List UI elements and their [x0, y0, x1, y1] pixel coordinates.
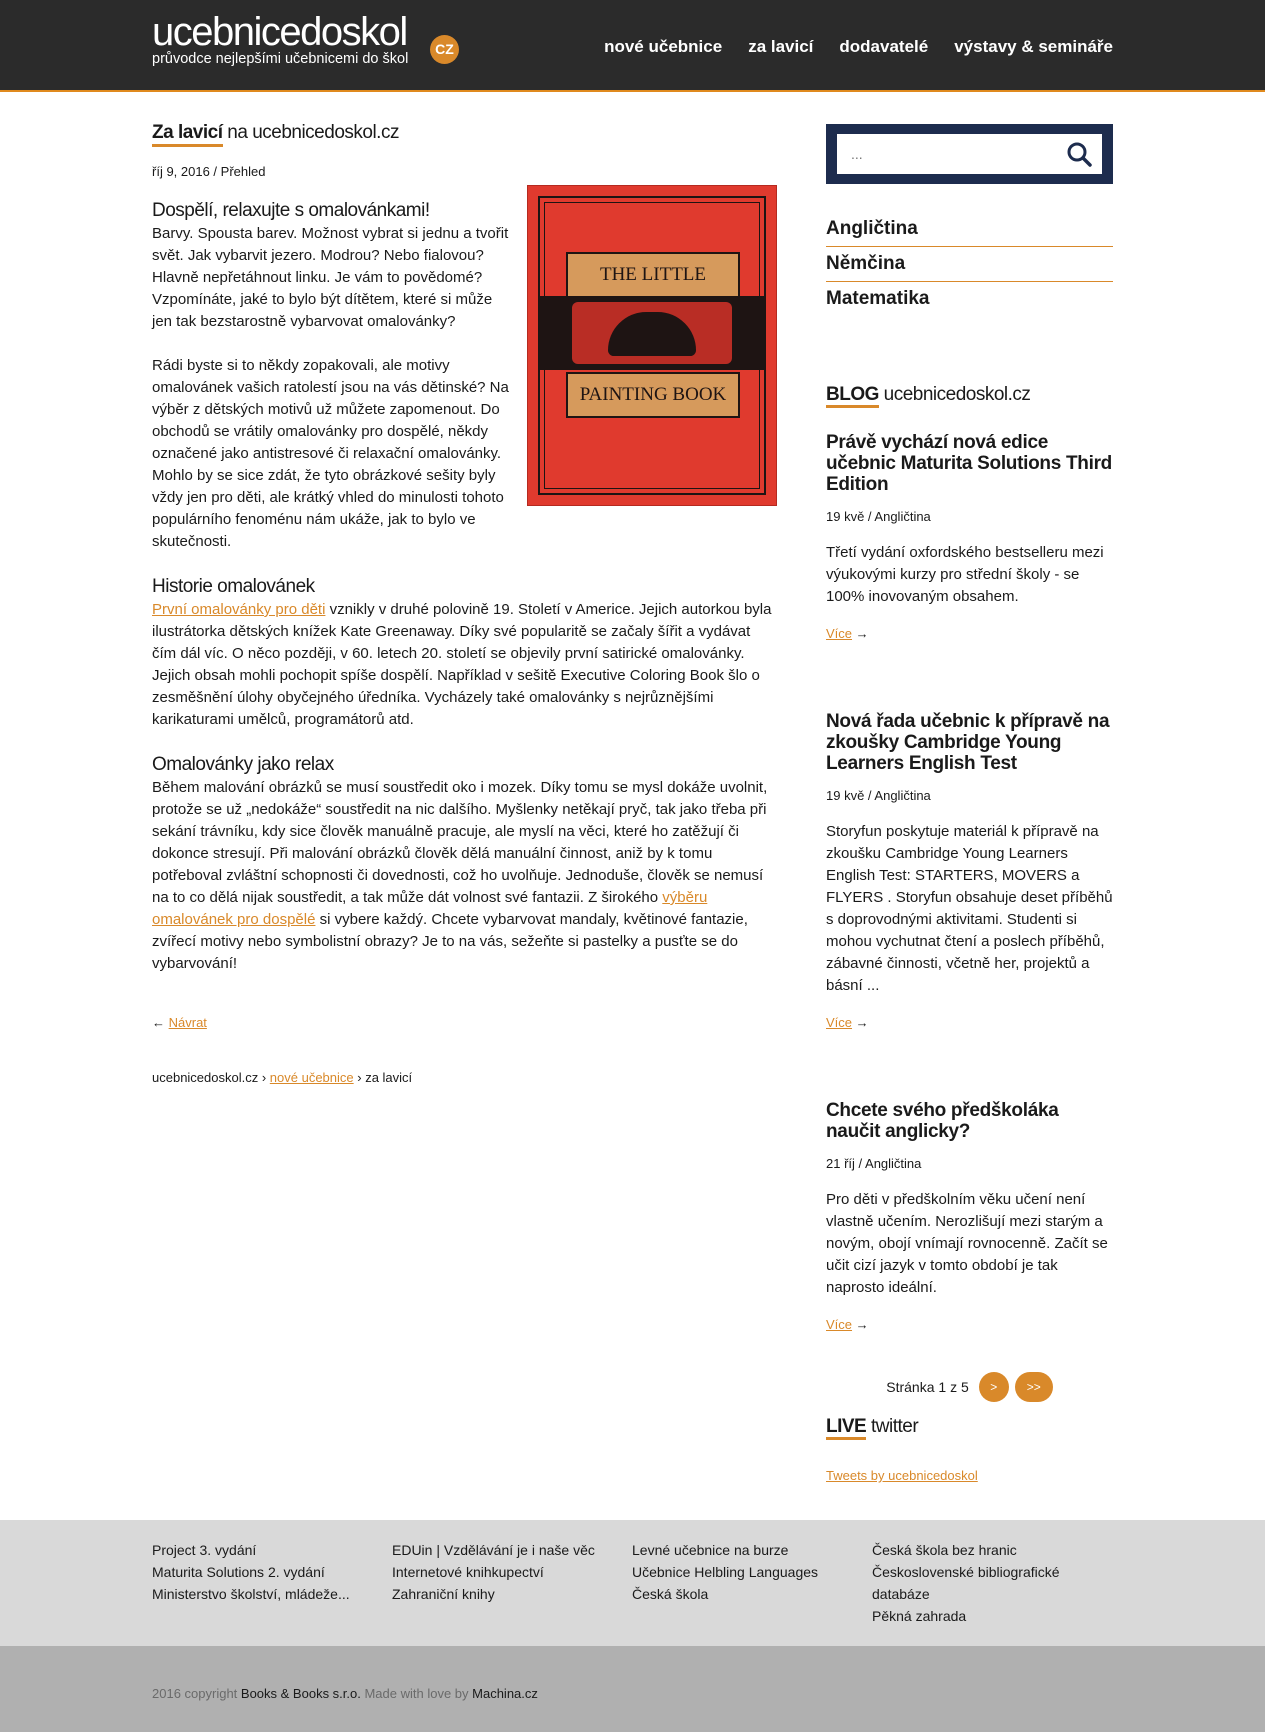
footer-link[interactable]: Maturita Solutions 2. vydání — [152, 1564, 325, 1580]
read-more-link[interactable]: Více — [826, 626, 853, 641]
post-more — [826, 626, 1113, 641]
post-title[interactable]: Chcete svého předškoláka naučit anglicky? — [826, 1100, 1059, 1142]
blog-post — [826, 432, 1113, 641]
nav-item-dodavatele[interactable]: dodavatelé — [839, 37, 929, 56]
post-excerpt: Třetí vydání oxfordského bestselleru mezi výukovými kurzy pro střední školy - se 100% inovovaným obsahem. — [826, 544, 1104, 605]
blog-post — [826, 1100, 1113, 1332]
page-title-rest: na ucebnicedoskol.cz — [222, 122, 399, 143]
cover-title-top: THE LITTLE — [566, 252, 740, 298]
search-icon[interactable] — [1066, 141, 1092, 167]
sidebar — [826, 124, 1113, 1483]
next-page-button[interactable]: > — [979, 1372, 1009, 1402]
blog-post — [826, 711, 1113, 1030]
read-more-link[interactable]: Více — [826, 1317, 853, 1332]
blog-heading — [826, 384, 1113, 406]
arrow-right-icon: → — [852, 1317, 869, 1332]
search-input[interactable] — [837, 134, 1047, 174]
post-meta: 21 říj / Angličtina — [826, 1156, 922, 1171]
site-header — [0, 0, 1265, 92]
main-content — [152, 122, 777, 1085]
article-meta: říj 9, 2016 / Přehled — [152, 164, 266, 179]
footer-link[interactable]: Ministerstvo školství, mládeže... — [152, 1586, 350, 1602]
post-meta: 19 kvě / Angličtina — [826, 509, 931, 524]
arrow-right-icon: → — [852, 1015, 869, 1030]
read-more-link[interactable]: Více — [826, 1015, 853, 1030]
post-more — [826, 1015, 1113, 1030]
search-box — [826, 124, 1113, 184]
site-logo[interactable] — [152, 12, 408, 66]
search-field-wrap — [837, 134, 1102, 174]
paragraph: Barvy. Spousta barev. Možnost vybrat si jednu a tvořit svět. Jak vybarvit jezero. Modrou? Nebo fialovou? Hlavně nepřetáhnout linku. Je vám to povědomé? Vzpomínáte, jaké to bylo být dítětem, které si může jen tak bezstarostně vybarvovat omalovánky? — [152, 225, 509, 330]
footer-column-3 — [632, 1539, 852, 1605]
page-title — [152, 122, 777, 144]
pagination-label: Stránka 1 z 5 — [886, 1379, 969, 1395]
page-title-highlight: Za lavicí — [152, 122, 223, 147]
footer-bottom — [0, 1646, 1265, 1732]
footer-links — [0, 1520, 1265, 1646]
section-title: Omalovánky jako relax — [152, 754, 334, 775]
paragraph — [152, 599, 777, 731]
breadcrumb-separator: › — [258, 1070, 270, 1085]
breadcrumb-link[interactable]: nové učebnice — [269, 1070, 354, 1085]
footer-link[interactable]: Project 3. vydání — [152, 1542, 257, 1558]
footer-link[interactable]: Učebnice Helbling Languages — [632, 1564, 819, 1580]
logo-name[interactable]: ucebnicedoskol — [152, 10, 407, 54]
subject-anglictina[interactable]: Angličtina — [826, 212, 1113, 247]
paragraph: Rádi byste si to někdy zopakovali, ale motivy omalovánek vašich ratolestí jsou na vás dětinské? Na výběr z dětských motivů už můžete zapomenout. Do obchodů se vrátily omalovánky pro dospělé, někdy označené jako antistresové či relaxační omalovánky. Mohlo by se sice zdát, že tyto obrázkové sešity byly vždy jen pro děti, ale krátký vhled do minulosti tohoto populárního fenoménu nám ukáže, jak to bylo ve skutečnosti. — [152, 357, 509, 550]
live-heading-highlight: LIVE — [826, 1416, 866, 1440]
paragraph — [152, 777, 777, 975]
nav-item-za-lavici[interactable]: za lavicí — [748, 37, 814, 56]
copyright-prefix: 2016 copyright — [152, 1686, 241, 1701]
footer-column-4 — [872, 1539, 1072, 1627]
cover-title-bottom: PAINTING BOOK — [566, 372, 740, 418]
post-title[interactable]: Nová řada učebnic k přípravě na zkoušky Cambridge Young Learners English Test — [826, 711, 1110, 774]
back-nav — [152, 1015, 777, 1030]
footer-link[interactable]: EDUin | Vzdělávání je i naše věc — [392, 1542, 595, 1558]
section-title: Dospělí, relaxujte s omalovánkami! — [152, 200, 430, 221]
tweets-link[interactable]: Tweets by ucebnicedoskol — [826, 1468, 978, 1483]
last-page-button[interactable]: >> — [1015, 1372, 1053, 1402]
arrow-right-icon: → — [852, 626, 869, 641]
subject-matematika[interactable]: Matematika — [826, 288, 930, 309]
copyright-maker[interactable]: Machina.cz — [472, 1686, 538, 1701]
footer-link[interactable]: Česká škola bez hranic — [872, 1542, 1017, 1558]
section-title: Historie omalovánek — [152, 576, 315, 597]
blog-heading-rest: ucebnicedoskol.cz — [878, 384, 1031, 405]
main-nav — [604, 37, 1113, 57]
back-arrow-icon: ← — [152, 1015, 169, 1030]
footer-column-2 — [392, 1539, 612, 1605]
copyright-company[interactable]: Books & Books s.r.o. — [240, 1686, 361, 1701]
footer-link[interactable]: Česká škola — [632, 1586, 709, 1602]
nav-item-nove-ucebnice[interactable]: nové učebnice — [604, 37, 723, 56]
twitter-widget — [826, 1468, 1113, 1483]
post-excerpt: Storyfun poskytuje materiál k přípravě na zkoušku Cambridge Young Learners English Test: STARTERS, MOVERS a FLYERS . Storyfun obsahuje deset příběhů s doprovodnými aktivitami. Studenti si mohou vychutnat čtení a poslech příběhů, zábavné činnosti, včetně her, projektů a básní ... — [826, 823, 1113, 994]
post-excerpt: Pro děti v předškolním věku učení není vlastně učením. Nerozlišují mezi starým a novým, obojí vnímají rovnocenně. Začít se učit cizí jazyk v tomto období je tak naprosto ideální. — [826, 1191, 1108, 1296]
post-title[interactable]: Právě vychází nová edice učebnic Maturita Solutions Third Edition — [826, 432, 1112, 495]
live-heading — [826, 1416, 1113, 1438]
footer-column-1 — [152, 1539, 372, 1605]
footer-link[interactable]: Československé bibliografické databáze — [872, 1564, 1060, 1602]
copyright — [152, 1686, 538, 1701]
article-body — [152, 199, 777, 975]
post-meta: 19 kvě / Angličtina — [826, 788, 931, 803]
live-heading-rest: twitter — [866, 1416, 919, 1437]
subject-nemcina[interactable]: Němčina — [826, 247, 1113, 282]
breadcrumb-current: za lavicí — [365, 1070, 413, 1085]
footer-link[interactable]: Zahraniční knihy — [392, 1586, 495, 1602]
logo-tagline: průvodce nejlepšími učebnicemi do škol — [152, 51, 409, 67]
book-cover-image — [527, 185, 777, 506]
link-vyber-omalovanek[interactable]: výběru omalovánek pro dospělé — [152, 889, 708, 928]
back-link[interactable]: Návrat — [168, 1015, 207, 1030]
paragraph-text: Během malování obrázků se musí soustředit oko i mozek. Díky tomu se mysl dokáže uvolnit, protože se už „nedokáže“ soustředit na nic dalšího. Myšlenky netěkají pryč, tak jako třeba při sekání trávníku, kdy sice člověk manuálně pracuje, ale myslí na věci, které ho zatěžují či dokonce stresují. Při malování obrázků člověk dělá manuální činnost, aniž by k tomu potřeboval zvláštní schopnosti či dovednosti, což ho uvolňuje. Jednoduše, člověk se nemusí na to co dělá nijak soustředit, a tak může dát volnost své fantazii. Z širokého — [152, 779, 768, 906]
paragraph-text: si vybere každý. Chcete vybarvovat mandaly, květinové fantazie, zvířecí motivy nebo symbolistní obrazy? Je to na vás, sežeňte si pastelky a pusťte se do vybarvování! — [152, 911, 748, 972]
paragraph-text: vznikly v druhé polovině 19. Století v Americe. Jejich autorkou byla ilustrátorka dětských knížek Kate Greenaway. Díky své popularitě se začaly šířit a vydávat čím dál víc. O něco později, v 60. letech 20. století se objevily první satirické omalovánky. Jejich obsah mohli pochopit spíše dospělí. Například v sešitě Executive Coloring Book šlo o zesměšnění úlohy obyčejného úředníka. Vycházely také omalovánky s nejrůznějšími karikaturami umělců, programátorů atd. — [152, 601, 772, 728]
breadcrumb-separator: › — [353, 1070, 366, 1085]
blog-heading-highlight: BLOG — [826, 384, 879, 408]
pagination — [826, 1372, 1113, 1402]
logo-badge: CZ — [430, 35, 459, 64]
breadcrumb — [152, 1070, 777, 1085]
breadcrumb-home[interactable]: ucebnicedoskol.cz — [152, 1070, 259, 1085]
cover-illustration-band — [538, 296, 766, 370]
footer-link[interactable]: Internetové knihkupectví — [392, 1564, 544, 1580]
nav-item-vystavy[interactable]: výstavy & semináře — [954, 37, 1113, 56]
link-prvni-omalovanky[interactable]: První omalovánky pro děti — [152, 601, 326, 618]
footer-link[interactable]: Levné učebnice na burze — [632, 1542, 789, 1558]
subject-list — [826, 212, 1113, 316]
post-more — [826, 1317, 1113, 1332]
copyright-mid: Made with love by — [360, 1686, 473, 1701]
footer-link[interactable]: Pěkná zahrada — [872, 1608, 967, 1624]
